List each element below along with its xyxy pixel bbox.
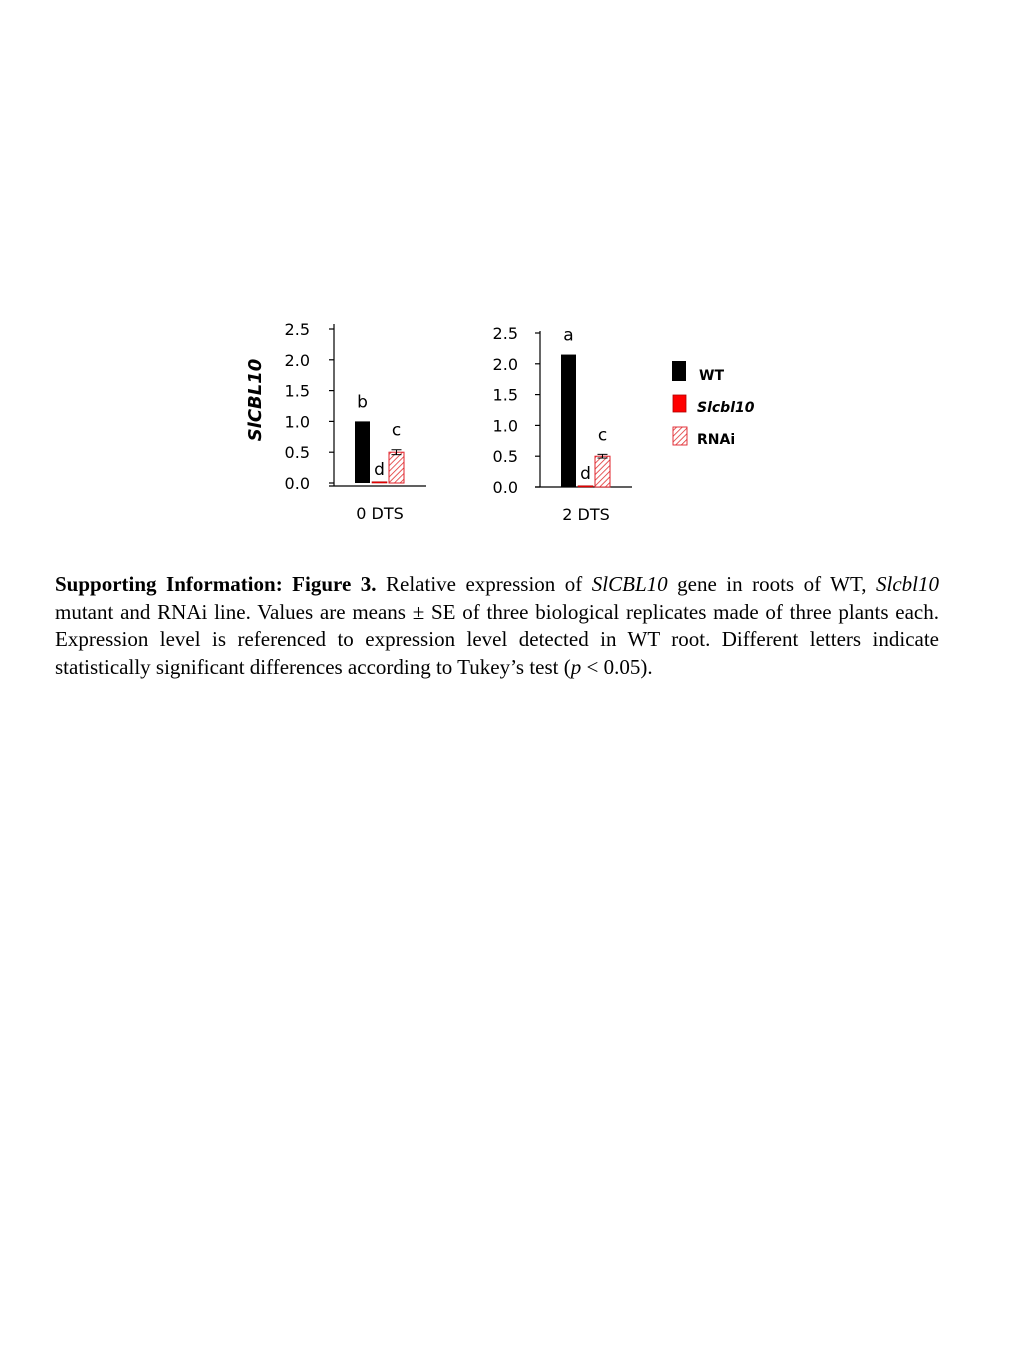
panel-0-dts [285,320,426,523]
bar-rnai [595,456,610,487]
y-tick-label: 1.0 [492,416,518,436]
legend-label-rnai: RNAi [697,432,736,448]
y-tick-label: 2.0 [284,350,310,370]
caption-text-4: < 0.05). [581,654,653,679]
legend-label-wt: WT [699,368,724,384]
significance-letter: c [391,420,402,441]
legend-swatch-rnai [673,427,687,445]
caption-p: p [570,654,582,679]
y-tick-label: 0.0 [284,474,310,493]
caption-gene: SlCBL10 [591,572,668,596]
bar-slcbl10 [372,482,387,483]
y-axis-label: SlCBL10 [245,358,266,442]
y-tick-label: 0.5 [284,443,310,463]
significance-letter: d [374,459,385,480]
caption-mutant: Slcbl10 [876,572,940,596]
y-tick-label: 2.5 [284,320,310,339]
y-tick-label: 1.0 [284,412,310,432]
bar-slcbl10 [578,486,593,487]
bar-rnai [389,452,404,483]
legend-swatch-wt [672,361,686,381]
panel-2-dts [493,324,632,524]
expression-chart-figure [0,0,1024,560]
legend-swatch-slcbl10 [673,395,686,412]
caption-label: Supporting Information: Figure 3. [55,572,377,596]
significance-letter: a [563,325,574,346]
bar-wt [355,421,370,483]
y-tick-label: 2.0 [492,354,518,374]
caption-text-2: gene in roots of WT, [667,572,877,596]
figure-caption [55,571,939,681]
significance-letter: b [357,392,368,413]
caption-text-1: Relative expression of [376,572,592,596]
caption-text-3: mutant and RNAi line. Values are means ± SE of three biological replicates made of three plants each. Expression level is referenced to expression level detected in WT root. Different letters indicate statistically significant differences according to Tukey’s test ( [55,599,939,679]
y-tick-label: 0.0 [492,478,518,497]
category-label: 2 DTS [562,505,610,524]
legend-label-slcbl10: Slcbl10 [697,400,755,416]
y-tick-label: 1.5 [492,385,518,405]
legend [672,361,755,448]
category-label: 0 DTS [356,504,404,523]
bar-wt [561,355,576,487]
y-tick-label: 1.5 [284,381,310,401]
y-tick-label: 2.5 [492,324,518,343]
significance-letter: d [580,463,591,484]
significance-letter: c [597,425,608,446]
y-tick-label: 0.5 [492,447,518,467]
